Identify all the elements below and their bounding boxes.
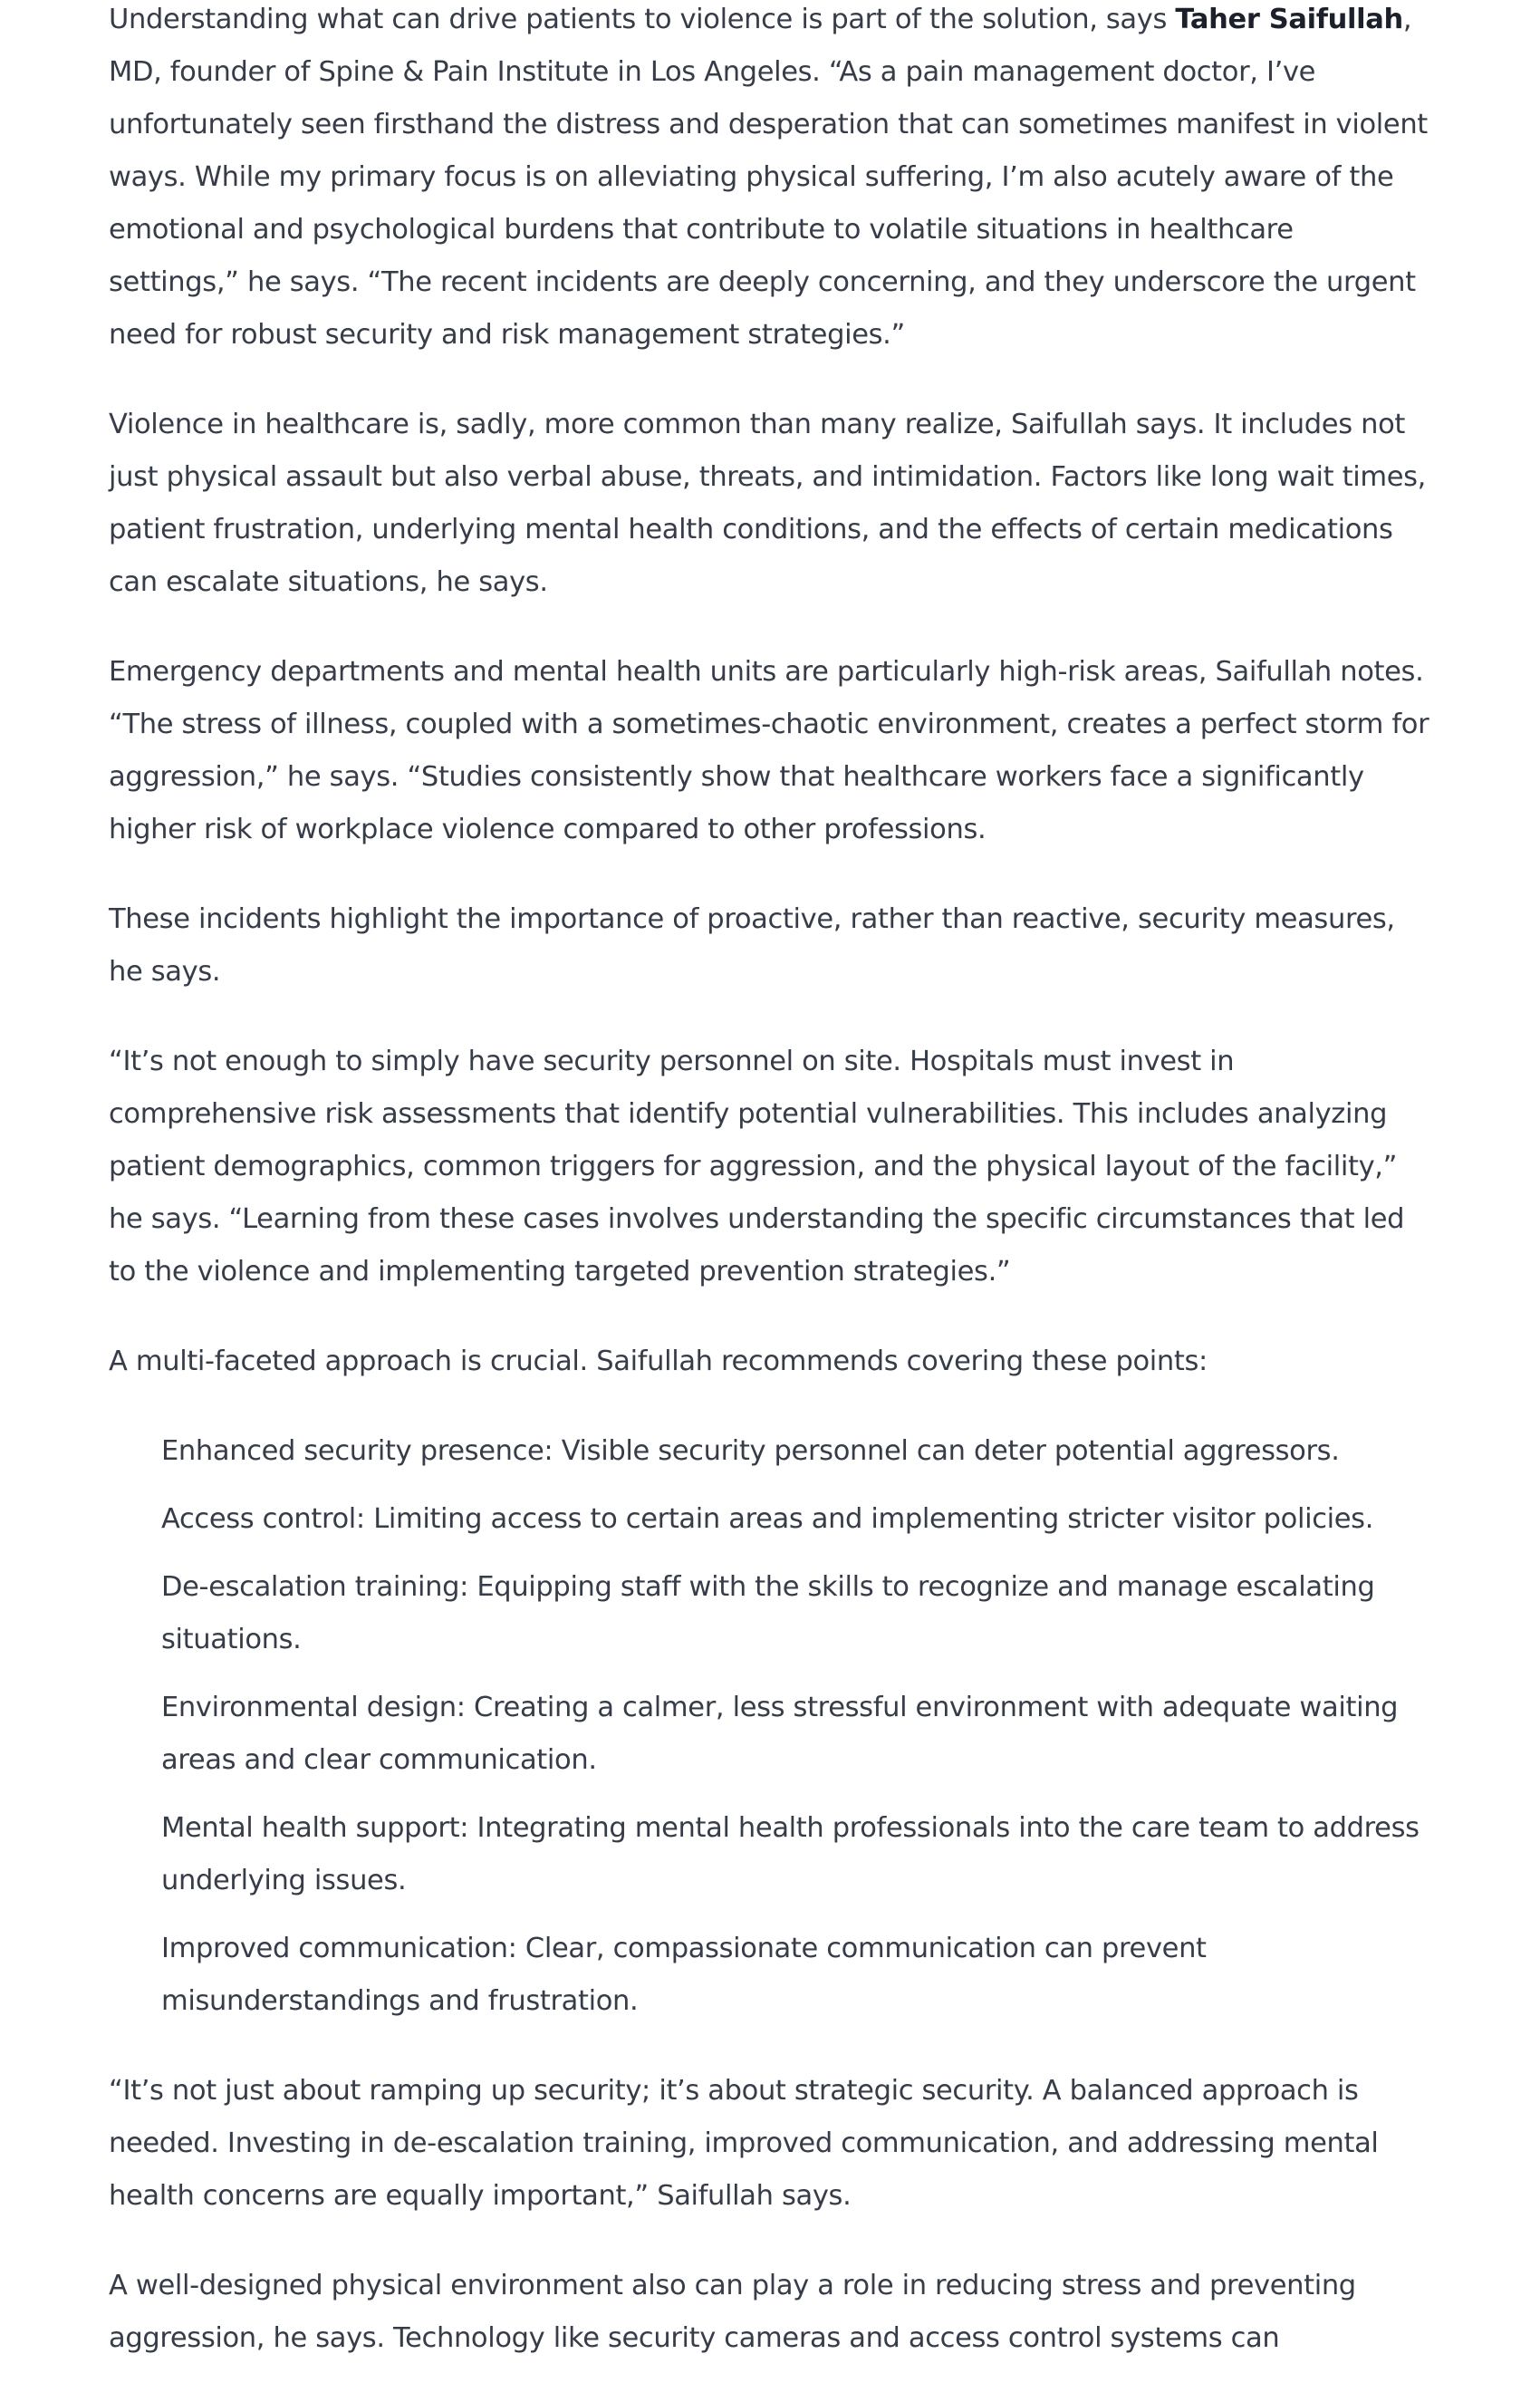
paragraph-risk-assessments: “It’s not enough to simply have security personnel on site. Hospitals must invest in comprehensive risk assessments that identify potential vulnerabilities. This includes analyzing patient demographics, common triggers for aggression, and the physical layout of the facility,” he says. “Learning from these cases involves understanding the specific circumstances that led to the violence and implementing targeted prevention strategies.” (109, 1046, 1405, 1288)
list-item: Environmental design: Creating a calmer, less stressful environment with adequate waiting areas and clear communication. (161, 1692, 1399, 1776)
paragraph-physical-environment: A well-designed physical environment also can play a role in reducing stress and preventing aggression, he says. Technology like security cameras and access control systems can (109, 2270, 1356, 2354)
paragraph-intro-lead: Understanding what can drive patients to violence is part of the solution, says (109, 4, 1176, 35)
paragraph-intro (109, 0, 1431, 362)
list-item: Access control: Limiting access to certain areas and implementing stricter visitor policies. (161, 1503, 1374, 1535)
list-item: Enhanced security presence: Visible security personnel can deter potential aggressors. (161, 1435, 1340, 1467)
list-item: Mental health support: Integrating mental health professionals into the care team to address underlying issues. (161, 1812, 1420, 1896)
list-item: De-escalation training: Equipping staff with the skills to recognize and manage escalating situations. (161, 1571, 1375, 1655)
list-item: Improved communication: Clear, compassionate communication can prevent misunderstandings and frustration. (161, 1933, 1207, 2017)
recommendations-list (109, 1425, 1431, 2028)
paragraph-high-risk-areas: Emergency departments and mental health units are particularly high-risk areas, Saifullah notes. “The stress of illness, coupled with a sometimes-chaotic environment, creates a perfect storm for aggression,” he says. “Studies consistently show that healthcare workers face a significantly higher risk of workplace violence compared to other professions. (109, 656, 1429, 845)
expert-name: Taher Saifullah (1175, 4, 1403, 35)
paragraph-strategic-security: “It’s not just about ramping up security; it’s about strategic security. A balanced approach is needed. Investing in de-escalation training, improved communication, and addressing mental health concerns are equally important,” Saifullah says. (109, 2075, 1379, 2212)
paragraph-proactive-security: These incidents highlight the importance of proactive, rather than reactive, security measures, he says. (109, 903, 1395, 988)
paragraph-violence-common: Violence in healthcare is, sadly, more common than many realize, Saifullah says. It includes not just physical assault but also verbal abuse, threats, and intimidation. Factors like long wait times, patient frustration, underlying mental health conditions, and the effects of certain medications can escalate situations, he says. (109, 409, 1427, 598)
paragraph-intro-rest: , MD, founder of Spine & Pain Institute in Los Angeles. “As a pain management doctor, I’ve unfortunately seen firsthand the distress and desperation that can sometimes manifest in violent ways. While my primary focus is on alleviating physical suffering, I’m also acutely aware of the emotional and psychological burdens that contribute to volatile situations in healthcare settings,” he says. “The recent incidents are deeply concerning, and they underscore the urgent need for robust security and risk management strategies.” (109, 4, 1428, 351)
paragraph-list-intro: A multi-faceted approach is crucial. Saifullah recommends covering these points: (109, 1346, 1208, 1377)
article-body (109, 0, 1431, 2402)
